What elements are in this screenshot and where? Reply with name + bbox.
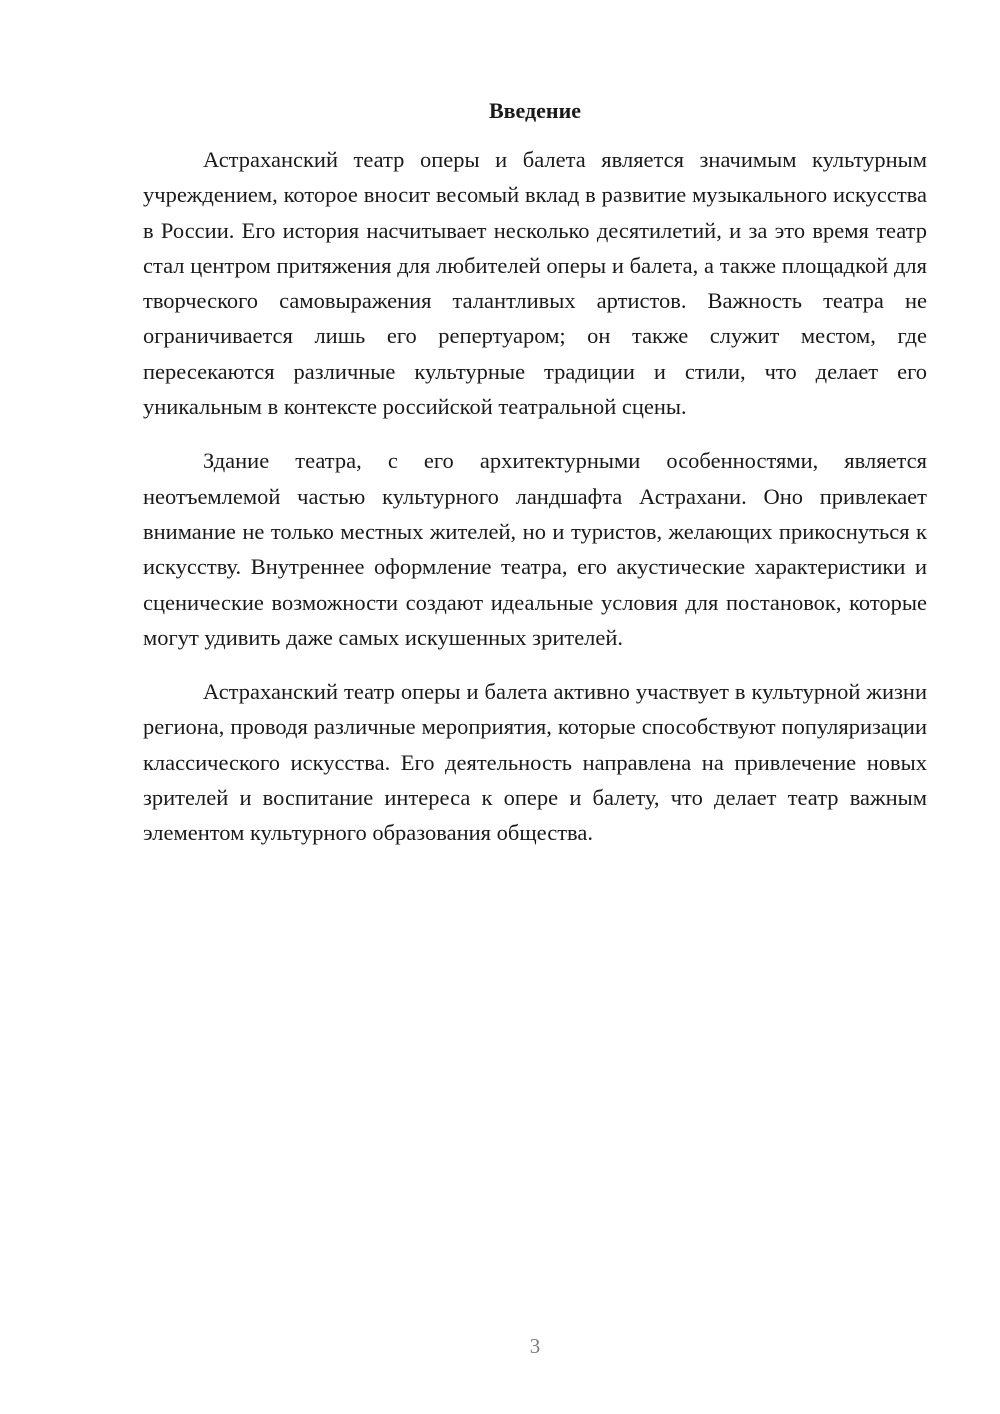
page-number: 3	[529, 1334, 541, 1358]
body-text	[143, 142, 927, 870]
section-heading: Введение	[488, 98, 582, 123]
paragraph-2: Здание театра, с его архитектурными особенностями, является неотъемлемой частью культурного ландшафта Астрахани. Оно привлекает внимание не только местных жителей, но и туристов, желающих прикоснуться к искусству. Внутреннее оформление театра, его акустические характеристики и сценические возможности создают идеальные условия для постановок, которые могут удивить даже самых искушенных зрителей.	[143, 448, 927, 650]
paragraph-1: Астраханский театр оперы и балета является значимым культурным учреждением, которое вносит весомый вклад в развитие музыкального искусства в России. Его история насчитывает несколько десятилетий, и за это время театр стал центром притяжения для любителей оперы и балета, а также площадкой для творческого самовыражения талантливых артистов. Важность театра не ограничивается лишь его репертуаром; он также служит местом, где пересекаются различные культурные традиции и стили, что делает его уникальным в контексте российской театральной сцены.	[143, 147, 927, 420]
paragraph-3: Астраханский театр оперы и балета активно участвует в культурной жизни региона, проводя различные мероприятия, которые способствуют популяризации классического искусства. Его деятельность направлена на привлечение новых зрителей и воспитание интереса к опере и балету, что делает театр важным элементом культурного образования общества.	[143, 679, 927, 846]
